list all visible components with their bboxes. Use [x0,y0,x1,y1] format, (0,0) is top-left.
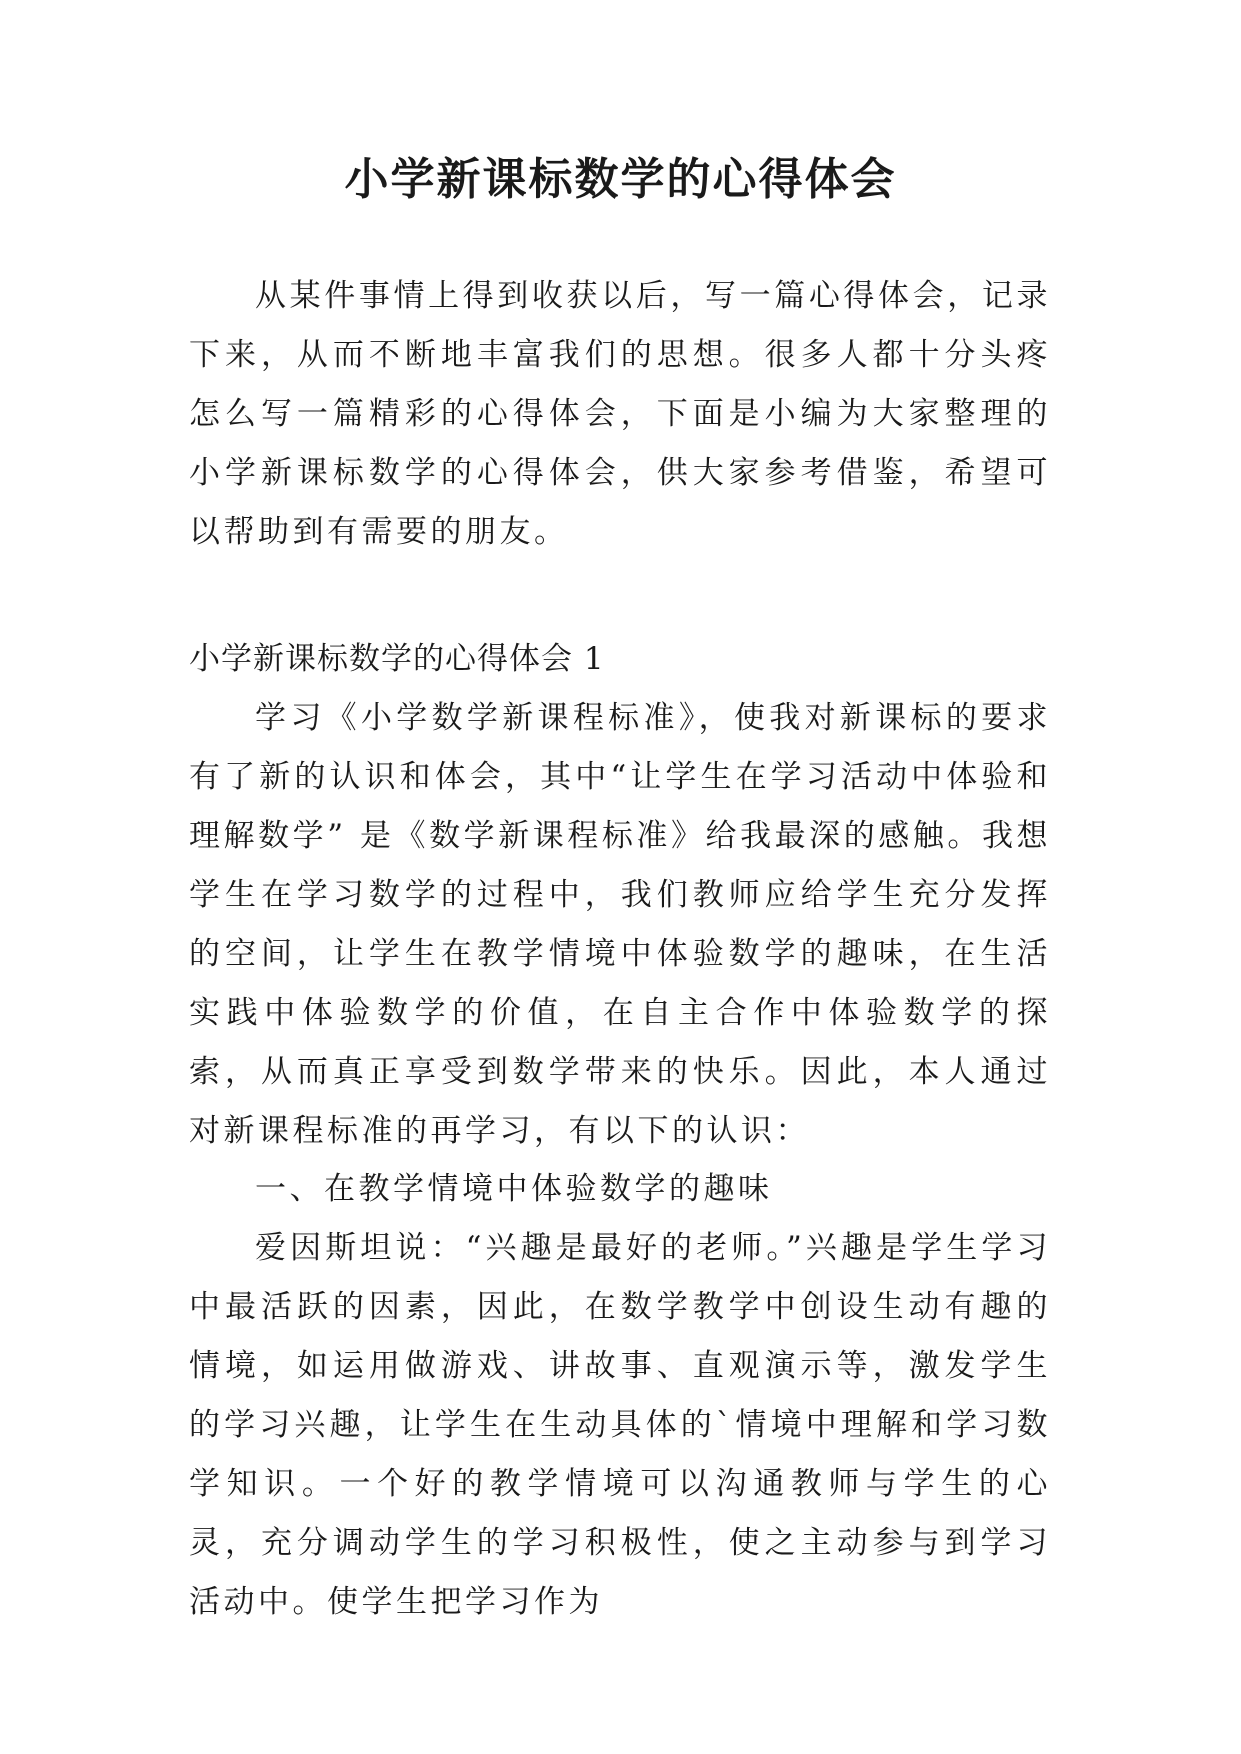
section-heading: 小学新课标数学的心得体会 1 [189,641,605,677]
sub-heading: 一、在教学情境中体验数学的趣味 [255,1171,773,1207]
body-paragraph: 学习《小学数学新课程标准》，使我对新课标的要求有了新的认识和体会，其中“让学生在学习活动中体验和理解数学” 是《数学新课程标准》给我最深的感触。我想学生在学习数学的过程中，我们教师应给学生充分发挥的空间，让学生在教学情境中体验数学的趣味，在生活实践中体验数学的价值，在自主合作中体验数学的探索，从而真正享受到数学带来的快乐。因此，本人通过对新课程标准的再学习，有以下的认识： [189,700,1051,1149]
document-title: 小学新课标数学的心得体会 [344,154,897,205]
intro-paragraph: 从某件事情上得到收获以后，写一篇心得体会，记录下来，从而不断地丰富我们的思想。很多人都十分头疼怎么写一篇精彩的心得体会，下面是小编为大家整理的小学新课标数学的心得体会，供大家参考借鉴，希望可以帮助到有需要的朋友。 [189,278,1051,550]
body-paragraph: 爱因斯坦说：“兴趣是最好的老师。”兴趣是学生学习中最活跃的因素，因此，在数学教学中创设生动有趣的情境，如运用做游戏、讲故事、直观演示等，激发学生的学习兴趣，让学生在生动具体的`情境中理解和学习数学知识。一个好的教学情境可以沟通教师与学生的心灵，充分调动学生的学习积极性，使之主动参与到学习活动中。使学生把学习作为 [189,1230,1051,1620]
